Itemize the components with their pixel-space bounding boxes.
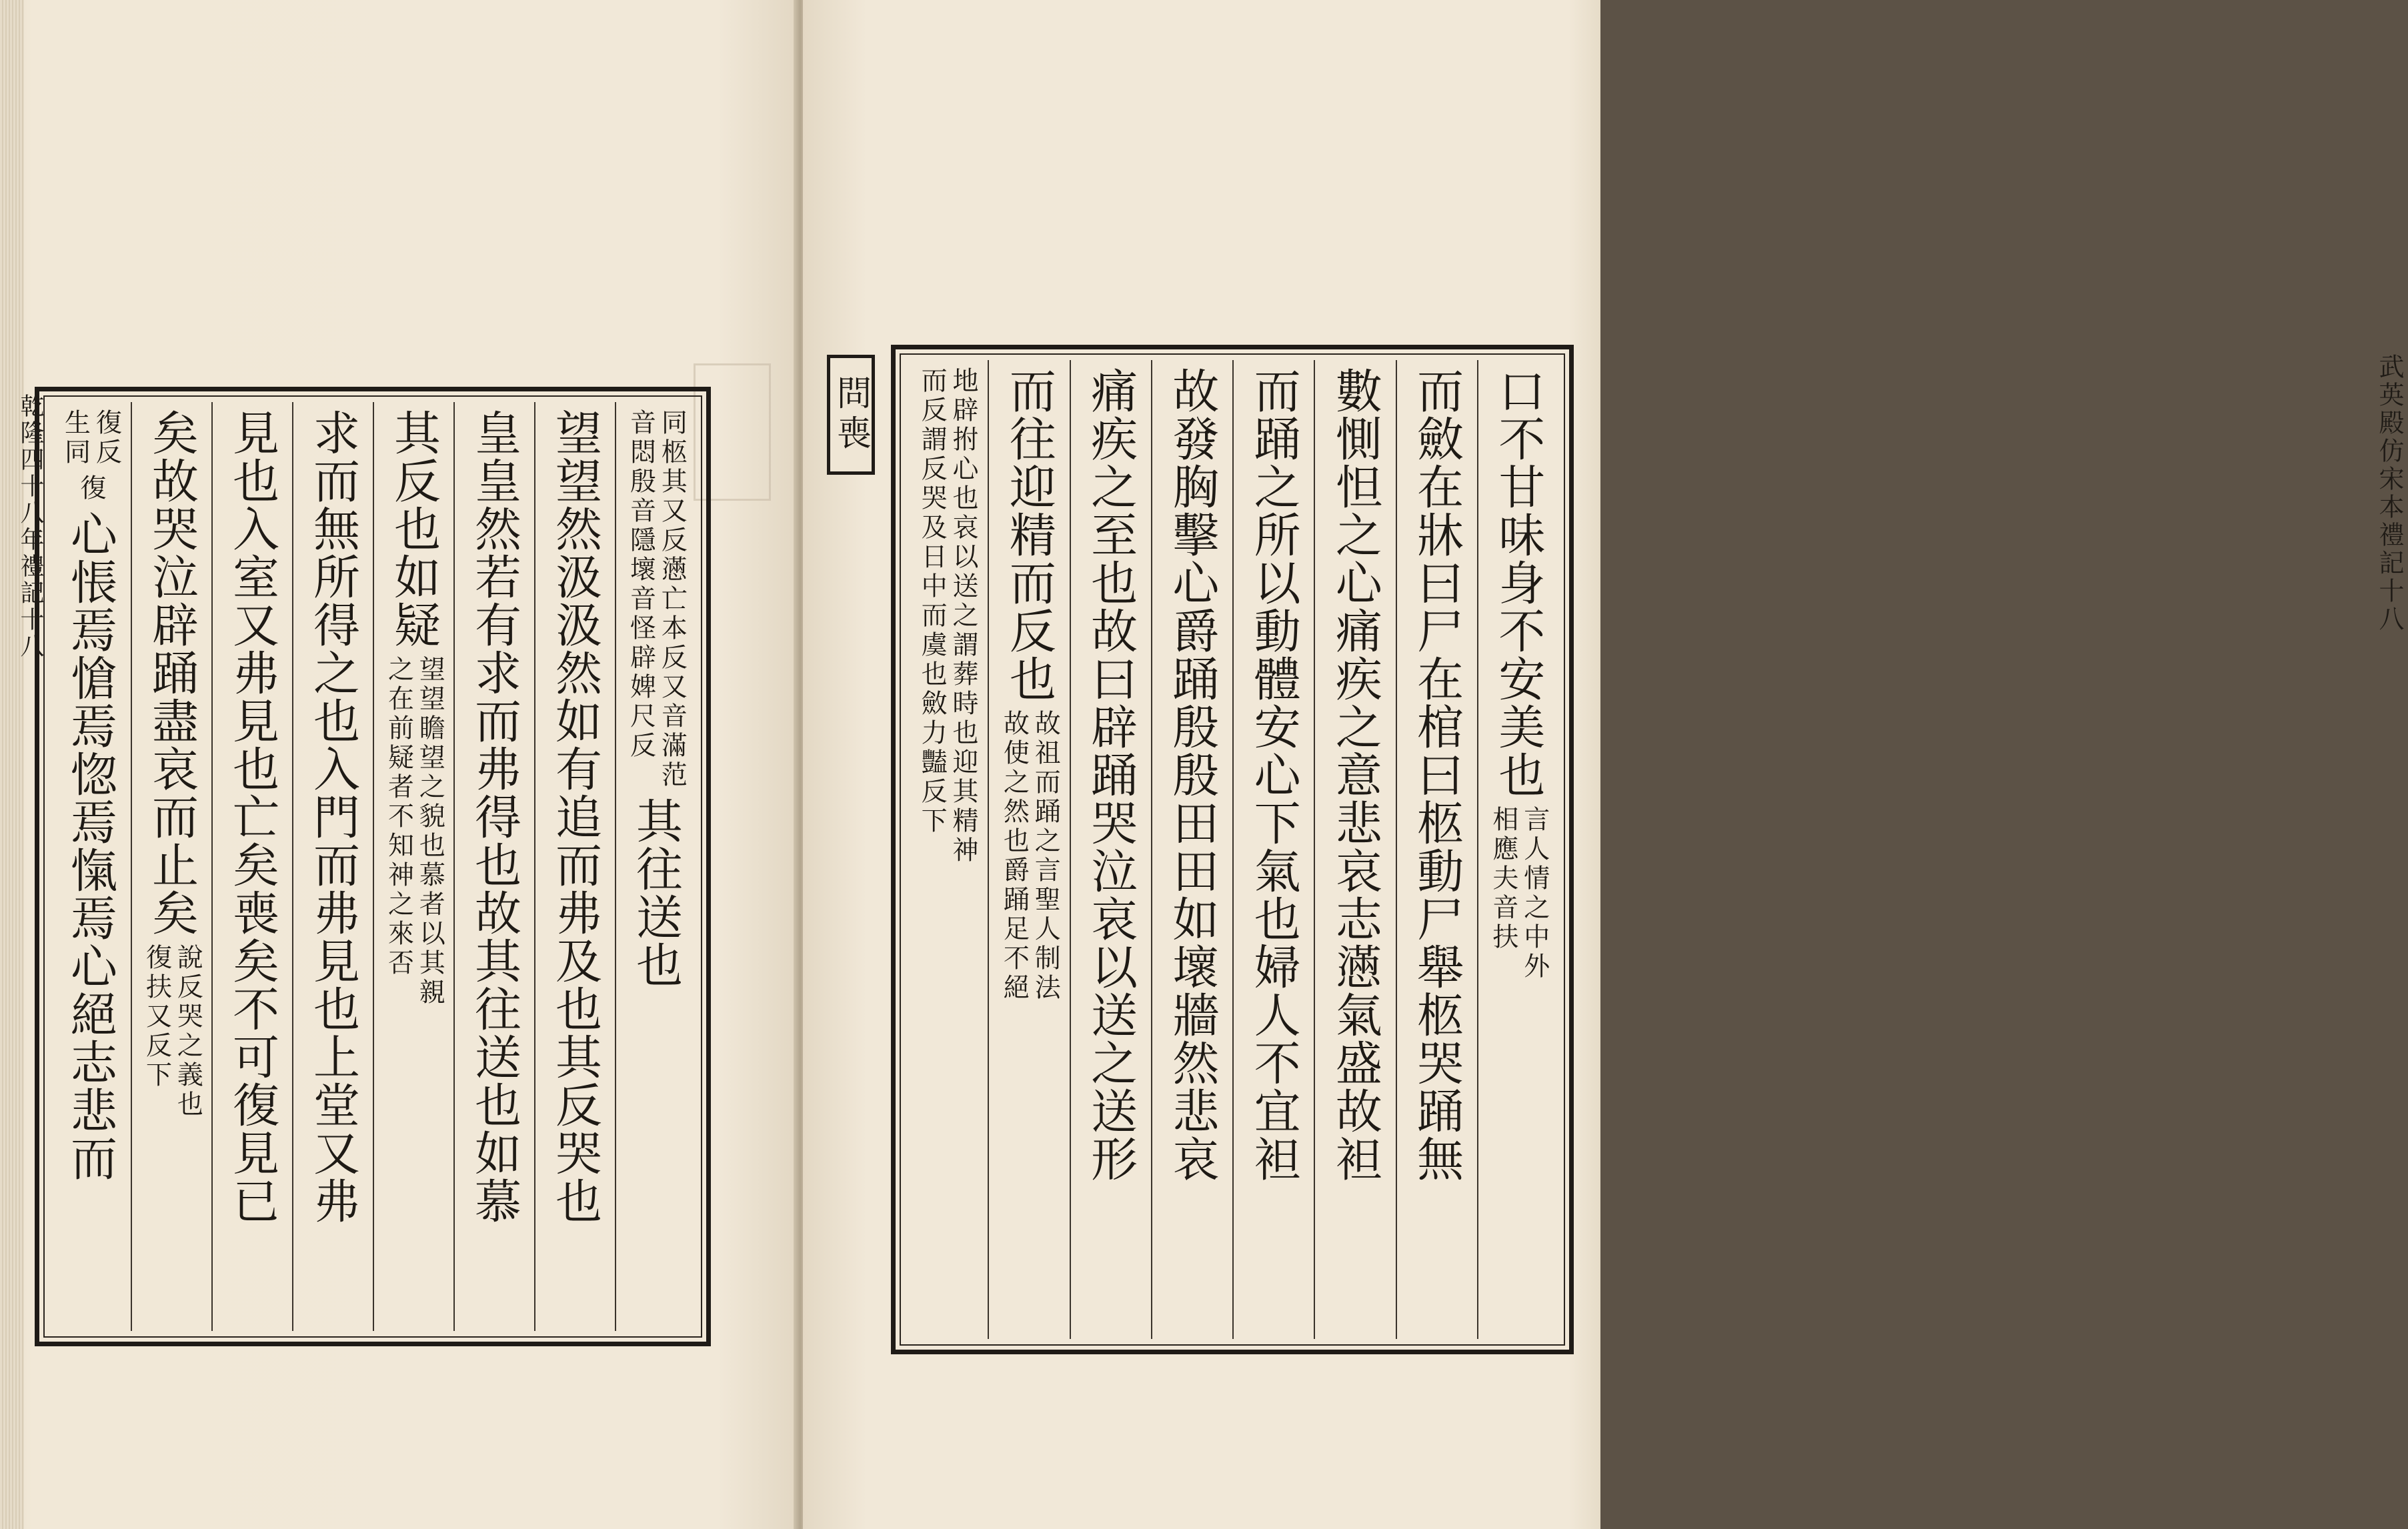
text-column [988, 360, 1069, 1339]
left-spine-label: 乾隆四十八年禮記十八 [17, 393, 44, 660]
annotation-left: 音悶殷音隱壞音怪辟婢尺反 [626, 409, 656, 761]
annotation-left: 之在前疑者不知神之來否 [383, 655, 414, 978]
text-column [1151, 360, 1232, 1339]
text-column [292, 402, 373, 1331]
text-column [1477, 360, 1558, 1339]
annotation-left: 復扶又反下 [141, 944, 172, 1090]
right-columns [906, 360, 1558, 1339]
text-column [50, 402, 131, 1331]
left-columns [50, 402, 696, 1331]
main-text: 故發胸擊心爵踊殷殷田田如壞牆然悲哀 [1164, 367, 1220, 1183]
text-column [453, 402, 534, 1331]
annotation-right: 望望瞻望之貌也慕者以其親 [415, 655, 445, 1008]
text-column [373, 402, 453, 1331]
left-text-frame [35, 387, 711, 1346]
text-column [1396, 360, 1477, 1339]
annotation-right: 言人情之中外 [1519, 806, 1550, 982]
annotation-right: 同柩其又反懣亡本反又音滿范 [657, 409, 688, 790]
text-column [906, 360, 988, 1339]
main-text: 皇皇然若有求而弗得也故其往送也如慕 [467, 409, 522, 1225]
text-column [211, 402, 292, 1331]
main-text: 而斂在牀曰尸在棺曰柩動尸舉柩哭踊無 [1409, 367, 1464, 1183]
main-text: 其往送也 [628, 797, 684, 989]
page-edges [0, 0, 24, 1529]
annotation-right: 說反哭之義也 [173, 944, 203, 1120]
annotation-left: 相應夫音扶 [1488, 806, 1518, 952]
chapter-tab-label: 問喪 [827, 355, 875, 475]
annotation-mid: 復 [75, 474, 106, 503]
right-spine-label: 武英殿仿宋本禮記十八 [2375, 353, 2404, 633]
annotation-right: 復反 [91, 409, 122, 467]
annotation-left: 故使之然也爵踊足不絕 [999, 709, 1030, 1003]
main-text: 見也入室又弗見也亡矣喪矣不可復見已 [225, 409, 280, 1225]
main-text: 數惻怛之心痛疾之意悲哀志懣氣盛故袒 [1328, 367, 1383, 1183]
main-text: 而往迎精而反也 [1002, 367, 1057, 703]
main-text: 痛疾之至也故曰辟踊哭泣哀以送之送形 [1083, 367, 1138, 1183]
main-text: 求而無所得之也入門而弗見也上堂又弗 [305, 409, 361, 1225]
left-page [0, 0, 798, 1529]
annotation-left: 生同 [60, 409, 91, 467]
right-text-frame [891, 345, 1574, 1354]
text-column [534, 402, 615, 1331]
main-text: 其反也如疑 [386, 409, 441, 649]
main-text: 心悵焉愴焉惚焉愾焉心絕志悲而 [63, 510, 118, 1182]
main-text: 矣故哭泣辟踊盡哀而止矣 [144, 409, 199, 937]
text-column [1232, 360, 1314, 1339]
annotation-right: 故祖而踊之言聖人制法 [1030, 709, 1061, 1003]
annotation-right: 地辟拊心也哀以送之謂葬時也迎其精神 [948, 367, 978, 866]
annotation-left: 而反謂反哭及日中而虞也斂力豔反下 [917, 367, 948, 836]
text-column [1070, 360, 1151, 1339]
text-column [1314, 360, 1395, 1339]
main-text: 而踊之所以動體安心下氣也婦人不宜袒 [1246, 367, 1302, 1183]
main-text: 口不甘味身不安美也 [1490, 367, 1546, 799]
main-text: 望望然汲汲然如有追而弗及也其反哭也 [547, 409, 603, 1225]
text-column [615, 402, 696, 1331]
text-column [131, 402, 211, 1331]
